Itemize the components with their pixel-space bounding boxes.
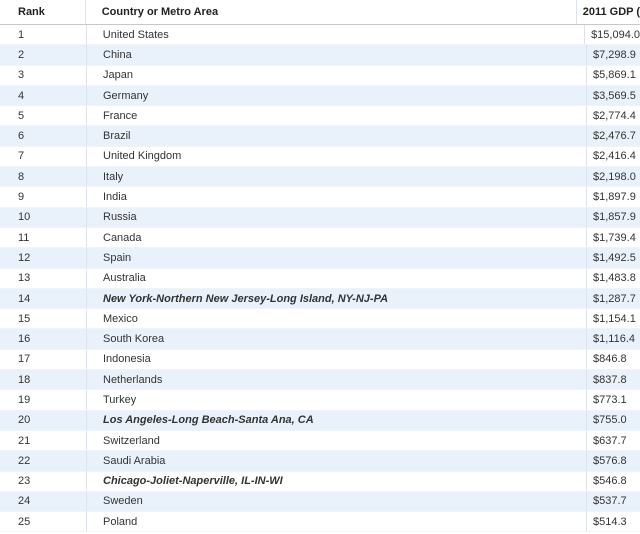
rank-cell: 6 — [18, 130, 25, 143]
gdp-cell: $576.8 — [586, 451, 640, 470]
rank-cell: 20 — [18, 414, 31, 427]
country-cell: Japan — [86, 66, 586, 85]
rank-cell: 8 — [18, 170, 25, 183]
gdp-cell: $2,774.4 — [586, 106, 640, 125]
table-row[interactable] — [0, 431, 640, 451]
gdp-cell: $637.7 — [586, 431, 640, 450]
gdp-cell: $1,287.7 — [586, 289, 640, 308]
table-row[interactable] — [0, 390, 640, 410]
rank-cell: 9 — [18, 191, 25, 204]
country-cell: Australia — [86, 269, 586, 288]
table-body — [0, 25, 640, 532]
rank-cell: 10 — [18, 211, 31, 224]
rank-column-header[interactable]: Rank — [18, 6, 45, 18]
table-header-row — [0, 0, 640, 25]
table-row[interactable] — [0, 228, 640, 248]
country-cell: China — [86, 45, 586, 64]
gdp-cell: $3,569.5 — [586, 86, 640, 105]
gdp-cell: $5,869.1 — [586, 66, 640, 85]
table-row[interactable] — [0, 86, 640, 106]
gdp-cell: $1,483.8 — [586, 269, 640, 288]
table-row[interactable] — [0, 248, 640, 268]
rank-cell: 21 — [18, 434, 31, 447]
gdp-cell: $2,198.0 — [586, 167, 640, 186]
gdp-cell: $537.7 — [586, 492, 640, 511]
gdp-cell: $15,094.0 — [584, 25, 640, 44]
country-cell: Canada — [86, 228, 586, 247]
country-cell: Saudi Arabia — [86, 451, 586, 470]
rank-cell: 17 — [18, 353, 31, 366]
country-cell: Germany — [86, 86, 586, 105]
table-row[interactable] — [0, 66, 640, 86]
rank-cell: 24 — [18, 495, 31, 508]
table-row[interactable] — [0, 329, 640, 349]
table-row[interactable] — [0, 512, 640, 532]
rank-cell: 14 — [18, 292, 31, 305]
rank-cell: 13 — [18, 272, 31, 285]
gdp-cell: $773.1 — [586, 390, 640, 409]
table-row[interactable] — [0, 411, 640, 431]
table-row[interactable] — [0, 472, 640, 492]
table-row[interactable] — [0, 147, 640, 167]
gdp-cell: $546.8 — [586, 472, 640, 491]
gdp-cell: $846.8 — [586, 350, 640, 369]
rank-cell: 15 — [18, 312, 31, 325]
rank-cell: 1 — [18, 28, 25, 41]
rank-cell: 2 — [18, 48, 25, 61]
country-cell: Turkey — [86, 390, 586, 409]
table-row[interactable] — [0, 187, 640, 207]
table-row[interactable] — [0, 451, 640, 471]
gdp-cell: $1,739.4 — [586, 228, 640, 247]
rank-cell: 11 — [18, 231, 30, 244]
metro-area-cell: New York-Northern New Jersey-Long Island, NY-NJ-PA — [86, 289, 586, 308]
gdp-cell: $7,298.9 — [586, 45, 640, 64]
table-row[interactable] — [0, 25, 640, 45]
country-cell: Switzerland — [86, 431, 586, 450]
metro-area-cell: Chicago-Joliet-Naperville, IL-IN-WI — [86, 472, 586, 491]
gdp-cell: $1,857.9 — [586, 208, 640, 227]
rank-cell: 18 — [18, 373, 31, 386]
gdp-cell: $1,492.5 — [586, 248, 640, 267]
rank-cell: 7 — [18, 150, 25, 163]
country-cell: Netherlands — [86, 370, 586, 389]
country-cell: Indonesia — [86, 350, 586, 369]
gdp-cell: $2,416.4 — [586, 147, 640, 166]
country-cell: United States — [86, 25, 584, 44]
table-row[interactable] — [0, 269, 640, 289]
country-cell: Sweden — [86, 492, 586, 511]
table-row[interactable] — [0, 309, 640, 329]
country-cell: Brazil — [86, 126, 586, 145]
country-cell: France — [86, 106, 586, 125]
country-cell: Italy — [86, 167, 586, 186]
table-row[interactable] — [0, 492, 640, 512]
rank-cell: 23 — [18, 475, 31, 488]
table-row[interactable] — [0, 106, 640, 126]
table-row[interactable] — [0, 350, 640, 370]
table-row[interactable] — [0, 45, 640, 65]
gdp-cell: $2,476.7 — [586, 126, 640, 145]
table-row[interactable] — [0, 370, 640, 390]
gdp-column-header[interactable]: 2011 GDP ( — [576, 0, 640, 24]
rank-cell: 12 — [18, 251, 31, 264]
country-cell: United Kingdom — [86, 147, 586, 166]
metro-area-cell: Los Angeles-Long Beach-Santa Ana, CA — [86, 411, 586, 430]
gdp-cell: $1,154.1 — [586, 309, 640, 328]
gdp-cell: $837.8 — [586, 370, 640, 389]
table-row[interactable] — [0, 167, 640, 187]
rank-cell: 16 — [18, 333, 31, 346]
country-cell: South Korea — [86, 329, 586, 348]
rank-cell: 3 — [18, 69, 25, 82]
gdp-cell: $755.0 — [586, 411, 640, 430]
country-cell: Poland — [86, 512, 586, 531]
table-row[interactable] — [0, 126, 640, 146]
country-cell: India — [86, 187, 586, 206]
gdp-cell: $1,116.4 — [586, 329, 640, 348]
table-row[interactable] — [0, 208, 640, 228]
country-column-header[interactable]: Country or Metro Area — [85, 0, 576, 24]
gdp-cell: $514.3 — [586, 512, 640, 531]
rank-cell: 22 — [18, 454, 31, 467]
country-cell: Spain — [86, 248, 586, 267]
table-row[interactable] — [0, 289, 640, 309]
gdp-cell: $1,897.9 — [586, 187, 640, 206]
rank-cell: 25 — [18, 515, 31, 528]
rank-cell: 4 — [18, 89, 25, 102]
rank-cell: 5 — [18, 109, 25, 122]
country-cell: Mexico — [86, 309, 586, 328]
country-cell: Russia — [86, 208, 586, 227]
rank-cell: 19 — [18, 393, 31, 406]
